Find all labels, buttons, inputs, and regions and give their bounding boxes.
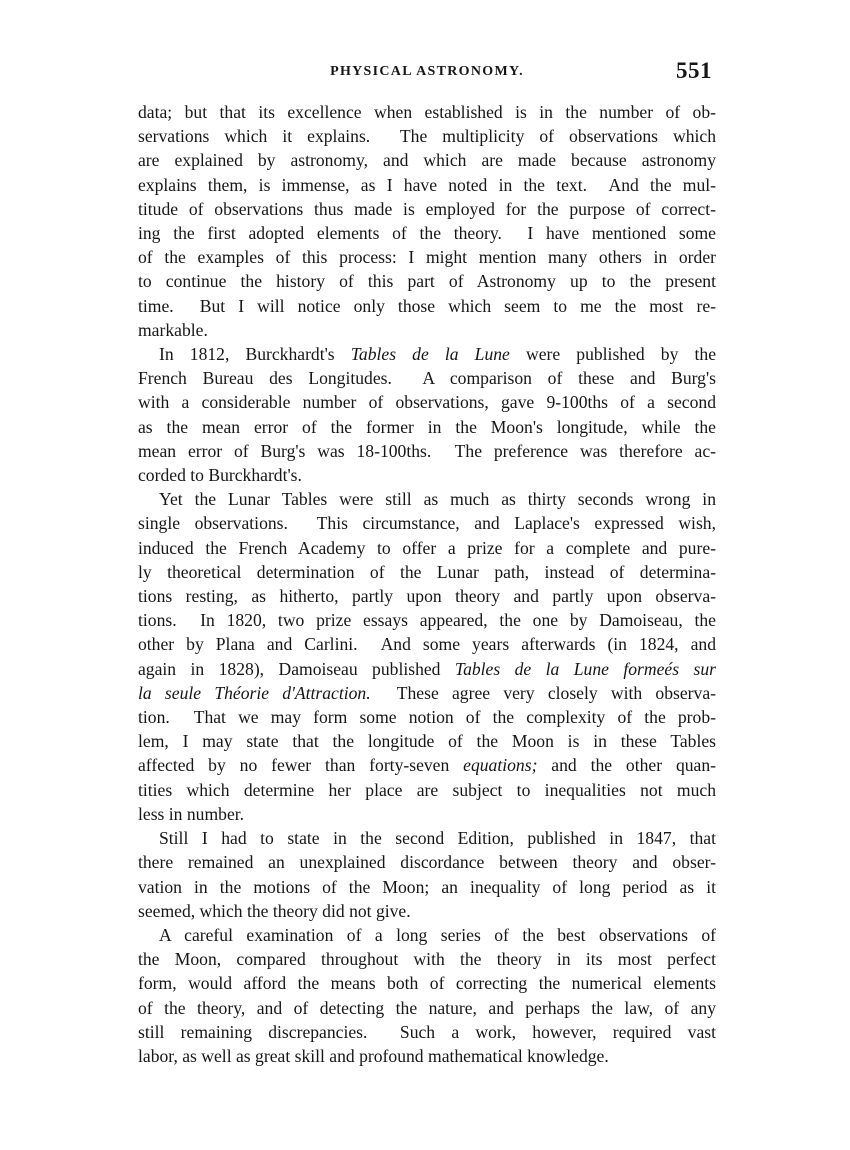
text-segment: markable. bbox=[138, 319, 208, 340]
text-segment: Yet the Lunar Tables were still as much as thirty seconds wrong in bbox=[159, 489, 716, 510]
text-segment: servations which it explains. The multiplicity of observations which bbox=[138, 126, 716, 147]
text-line bbox=[138, 221, 716, 245]
text-segment: data; but that its excellence when established is in the number of ob- bbox=[138, 102, 716, 122]
text-segment: tities which determine her place are subject to inequalities not much bbox=[138, 779, 716, 800]
text-line bbox=[138, 584, 716, 608]
text-line bbox=[138, 245, 716, 269]
text-line bbox=[138, 318, 716, 342]
text-line bbox=[138, 487, 716, 511]
text-segment: to continue the history of this part of Astronomy up to the present bbox=[138, 271, 716, 292]
text-line bbox=[138, 657, 716, 681]
text-line bbox=[138, 173, 716, 197]
text-line bbox=[138, 996, 716, 1020]
text-line bbox=[138, 463, 716, 487]
text-segment: A careful examination of a long series of the best observations of bbox=[159, 924, 716, 945]
paragraph bbox=[138, 100, 716, 342]
text-line bbox=[138, 947, 716, 971]
text-segment: vation in the motions of the Moon; an inequality of long period as it bbox=[138, 876, 716, 897]
text-line bbox=[138, 899, 716, 923]
text-segment: titude of observations thus made is employed for the purpose of correct- bbox=[138, 198, 716, 219]
paragraph bbox=[138, 826, 716, 923]
italic-text: Tables de la Lune formeés sur bbox=[454, 658, 716, 679]
text-segment: Still I had to state in the second Edition, published in 1847, that bbox=[159, 828, 716, 849]
paragraph bbox=[138, 923, 716, 1068]
page-number: 551 bbox=[676, 58, 712, 83]
paragraph bbox=[138, 487, 716, 826]
text-segment: tions resting, as hitherto, partly upon theory and partly upon observa- bbox=[138, 586, 716, 607]
text-segment: ing the first adopted elements of the theory. I have mentioned some bbox=[138, 223, 716, 244]
text-line bbox=[138, 923, 716, 947]
text-segment: These agree very closely with observa- bbox=[370, 682, 716, 703]
text-line bbox=[138, 294, 716, 318]
text-line bbox=[138, 632, 716, 656]
text-line bbox=[138, 875, 716, 899]
text-line bbox=[138, 439, 716, 463]
text-segment: labor, as well as great skill and profound mathematical knowledge. bbox=[138, 1045, 609, 1066]
text-segment: induced the French Academy to offer a prize for a complete and pure- bbox=[138, 537, 716, 558]
text-segment: French Bureau des Longitudes. A comparison of these and Burg's bbox=[138, 368, 716, 389]
text-segment: with a considerable number of observations, gave 9-100ths of a second bbox=[138, 392, 716, 413]
text-segment: were published by the bbox=[509, 344, 717, 365]
text-segment: again in 1828), Damoiseau published bbox=[138, 658, 455, 679]
text-line bbox=[138, 778, 716, 802]
text-line bbox=[138, 1044, 716, 1068]
text-line bbox=[138, 971, 716, 995]
text-segment: less in number. bbox=[138, 803, 245, 824]
italic-text: equations; bbox=[463, 755, 538, 776]
page-title: PHYSICAL ASTRONOMY. bbox=[330, 64, 524, 79]
text-line bbox=[138, 366, 716, 390]
text-segment: are explained by astronomy, and which are made because astronomy bbox=[138, 150, 716, 171]
text-line bbox=[138, 269, 716, 293]
text-segment: mean error of Burg's was 18-100ths. The preference was therefore ac- bbox=[138, 440, 716, 461]
paragraph bbox=[138, 342, 716, 487]
text-segment: corded to Burckhardt's. bbox=[138, 465, 302, 486]
italic-text: la seule Théorie d'Attraction. bbox=[138, 682, 371, 703]
text-segment: single observations. This circumstance, and Laplace's expressed wish, bbox=[138, 513, 716, 534]
text-line bbox=[138, 1020, 716, 1044]
text-segment: tions. In 1820, two prize essays appeared, the one by Damoiseau, the bbox=[138, 610, 716, 631]
text-segment: seemed, which the theory did not give. bbox=[138, 900, 411, 921]
text-segment: tion. That we may form some notion of the complexity of the prob- bbox=[138, 707, 716, 728]
body-text bbox=[138, 100, 716, 1068]
text-segment: time. But I will notice only those which seem to me the most re- bbox=[138, 295, 716, 316]
text-line bbox=[138, 681, 716, 705]
text-segment: as the mean error of the former in the Moon's longitude, while the bbox=[138, 416, 716, 437]
text-segment: affected by no fewer than forty-seven bbox=[138, 755, 464, 776]
text-segment: explains them, is immense, as I have noted in the text. And the mul- bbox=[138, 174, 716, 195]
text-line bbox=[138, 560, 716, 584]
text-line bbox=[138, 511, 716, 535]
text-line bbox=[138, 415, 716, 439]
text-segment: of the examples of this process: I might mention many others in order bbox=[138, 247, 716, 268]
text-line bbox=[138, 753, 716, 777]
text-line bbox=[138, 100, 716, 124]
text-line bbox=[138, 536, 716, 560]
text-segment: form, would afford the means both of correcting the numerical elements bbox=[138, 973, 716, 994]
text-segment: In 1812, Burckhardt's bbox=[159, 344, 351, 365]
text-line bbox=[138, 148, 716, 172]
text-line bbox=[138, 705, 716, 729]
text-line bbox=[138, 826, 716, 850]
text-line bbox=[138, 197, 716, 221]
text-line bbox=[138, 850, 716, 874]
text-line bbox=[138, 608, 716, 632]
italic-text: Tables de la Lune bbox=[350, 344, 510, 365]
text-line bbox=[138, 342, 716, 366]
text-segment: lem, I may state that the longitude of the Moon is in these Tables bbox=[138, 731, 716, 752]
text-segment: the Moon, compared throughout with the theory in its most perfect bbox=[138, 949, 716, 970]
text-line bbox=[138, 124, 716, 148]
running-head bbox=[138, 58, 716, 92]
text-segment: and the other quan- bbox=[537, 755, 716, 776]
text-segment: there remained an unexplained discordance between theory and obser- bbox=[138, 852, 716, 873]
book-page bbox=[138, 58, 717, 1122]
text-line bbox=[138, 390, 716, 414]
text-segment: of the theory, and of detecting the nature, and perhaps the law, of any bbox=[138, 997, 716, 1018]
text-segment: other by Plana and Carlini. And some years afterwards (in 1824, and bbox=[138, 634, 716, 655]
text-segment: ly theoretical determination of the Lunar path, instead of determina- bbox=[138, 561, 716, 582]
text-line bbox=[138, 802, 716, 826]
text-segment: still remaining discrepancies. Such a work, however, required vast bbox=[138, 1021, 716, 1042]
text-line bbox=[138, 729, 716, 753]
